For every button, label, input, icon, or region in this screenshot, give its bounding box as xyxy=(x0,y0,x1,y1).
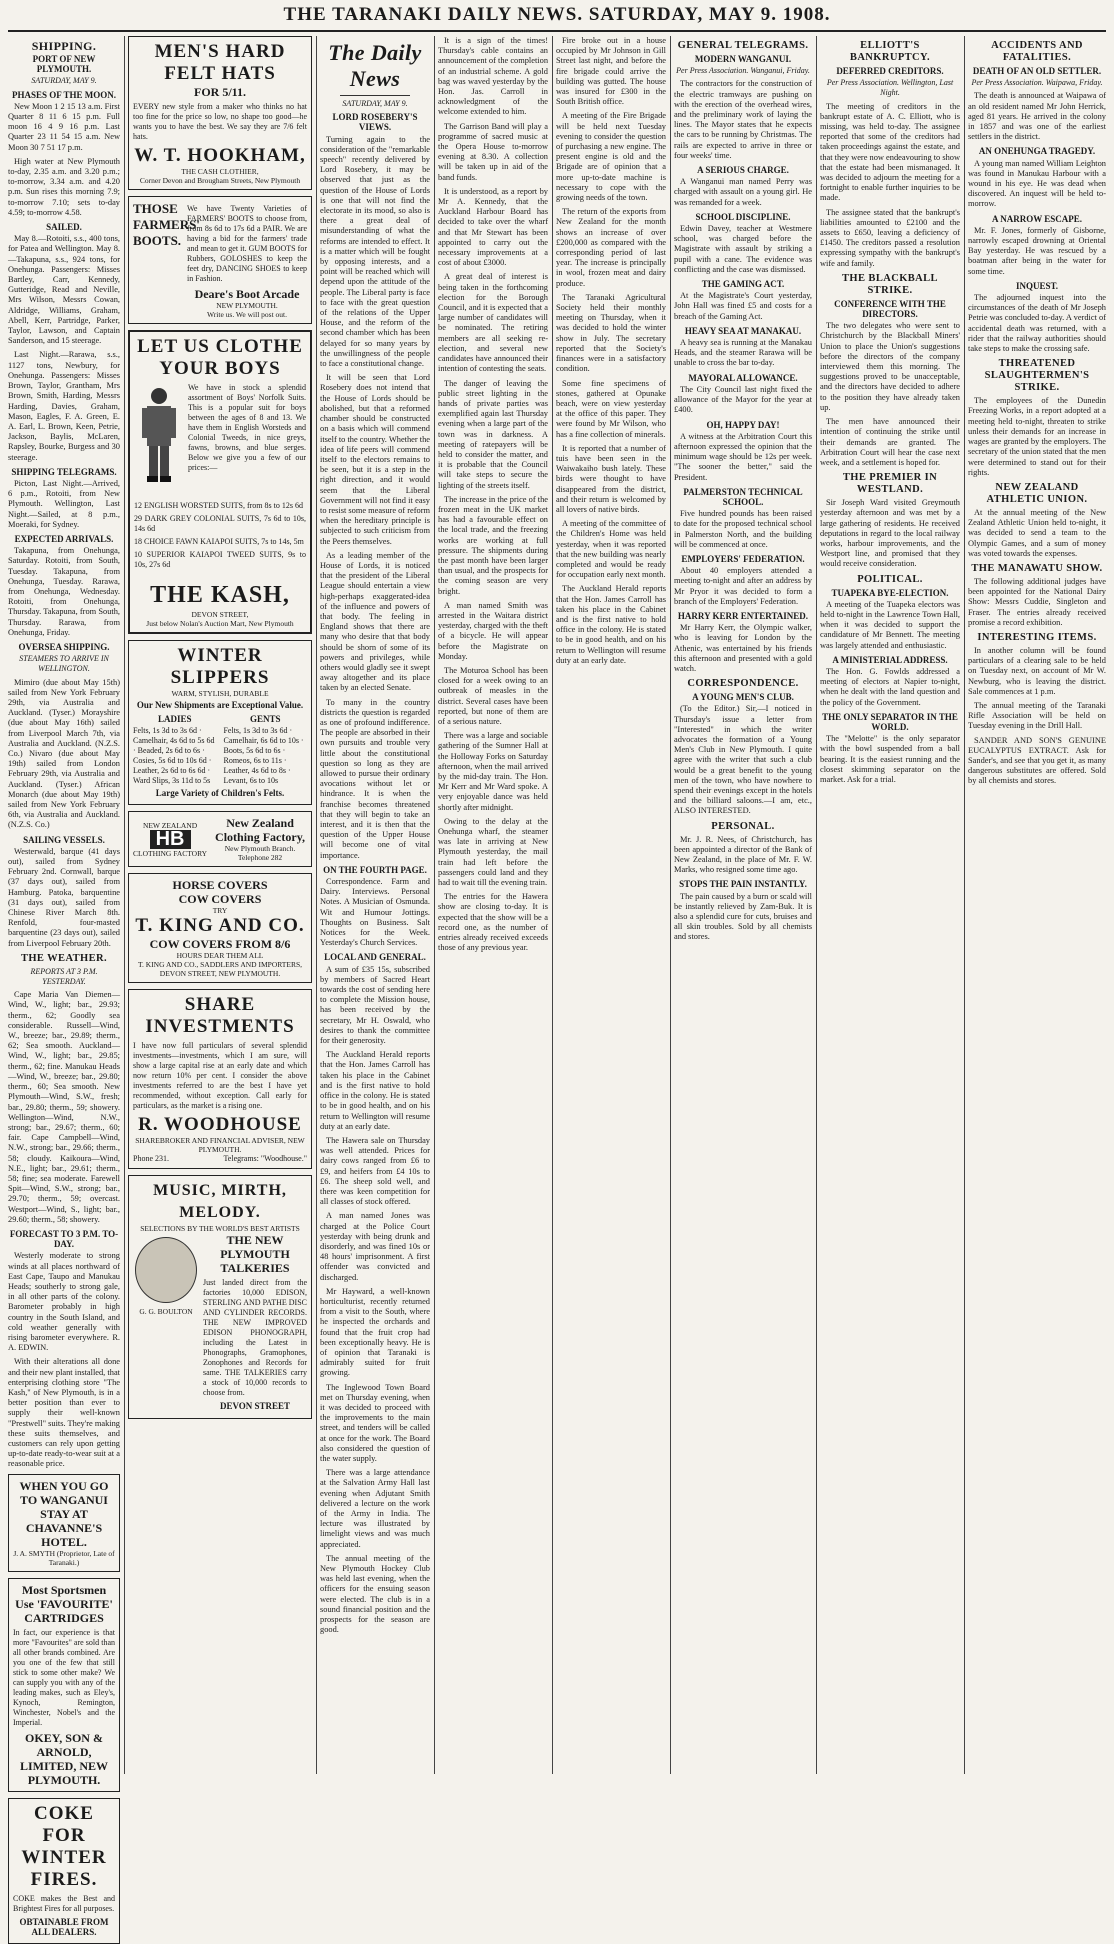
editorial-date: SATURDAY, MAY 9. xyxy=(342,99,408,108)
column-telegrams xyxy=(674,36,812,1774)
boots-ad-town: NEW PLYMOUTH. xyxy=(216,301,278,310)
stops-pain-text: The pain caused by a burn or scald will be instantly relieved by Zam-Buk. It is also a splendid cure for cuts, bruises and all skin troubles. Sold by all chemists and stores. xyxy=(674,891,812,942)
serious-charge-heading: A SERIOUS CHARGE. xyxy=(697,165,789,176)
conference-heading: CONFERENCE WITH THE DIRECTORS. xyxy=(834,298,946,320)
masthead: THE TARANAKI DAILY NEWS. SATURDAY, MAY 9. 1908. xyxy=(283,4,831,25)
school-discipline-text: Edwin Davey, teacher at Westmere school, was charged before the Magistrate with assault by striking a pupil with a cane. The evidence was conflicting and the case was dismissed. xyxy=(674,224,812,274)
wanganui-text: The contractors for the construction of the electric tramways are pushing on with the erection of the overhead wires, and the preliminary work of laying the lines. The Mayor states that he expects the cars to be running by Christmas. The rails are expected to arrive in three or four weeks' time. xyxy=(674,79,812,160)
inquest-heading: INQUEST. xyxy=(1015,280,1059,291)
hotel-ad xyxy=(8,1474,120,1572)
editorial-para-3: As a leading member of the House of Lords, it is noticed that the president of the Liberal League should entertain a view high-perhaps exaggerated-idea of the influence and powers of that body. The feeling in England shows that there are many who desire that that body should be shorn of some of its powers and privileges, while others would gladly see it swept away altogether and its place taken by an elected Senate. xyxy=(320,550,430,693)
slaughtermen-text: The employees of the Dunedin Freezing Works, in a report adopted at a meeting held to-night, threaten to strike unless their demands for an increase in wages are granted by the employers. The secretary of the union stated that the men were determined to stand out for their rights. xyxy=(968,396,1106,477)
interesting-items-heading: INTERESTING ITEMS. xyxy=(977,631,1097,643)
slippers-ad-sub: WARM, STYLISH, DURABLE xyxy=(171,689,269,698)
local-para-2: The Auckland Herald reports that the Hon. James Carroll has taken his place in the Cabinet and is the first native to hold office in the colony. He is stated to be in good health, and on his return to Wellington will resume duty at an early date. xyxy=(320,1050,430,1131)
share-ad-name: R. WOODHOUSE xyxy=(138,1114,302,1136)
employers-federation-heading: EMPLOYERS' FEDERATION. xyxy=(681,553,805,564)
news-para-7: A man named Smith was arrested in the Waitara district yesterday, charged with the theft of a bicycle. He will appear before the Magistrate on Monday. xyxy=(438,600,548,661)
bankruptcy-heading: ELLIOTT'S BANKRUPTCY. xyxy=(849,40,931,63)
cartridges-ad-title: Most Sportsmen Use 'FAVOURITE' CARTRIDGES xyxy=(15,1582,113,1625)
talkeries-ad-street: DEVON STREET xyxy=(219,1401,291,1412)
covers-ad-e: T. KING AND CO., SADDLERS AND IMPORTERS, DEVON STREET, NEW PLYMOUTH. xyxy=(137,960,302,979)
coke-ad-text: COKE makes the Best and Brightest Fires for all purposes. xyxy=(13,1893,115,1913)
kash-ad-price-3: 18 CHOICE FAWN KAIAPOI SUITS, 7s to 14s, 5m xyxy=(134,537,304,546)
technical-school-text: Five hundred pounds has been raised to date for the proposed technical school in Palmerston North, and the building will be commenced at once. xyxy=(674,509,812,549)
boots-ad-text: We have Twenty Varieties of FARMERS' BOOTS to choose from, from 8s 6d to 17s 6d a PAIR. We are having a bid for the farmers' trade and mean to get it. GUM BOOTS for Rubbers, GOLOSHES to keep the feet dry, DANCING SHOES to keep in Fashion. xyxy=(187,204,307,283)
kash-ad-text: We have in stock a splendid assortment of Boys' Norfolk Suits. This is a popular suit for boys between the ages of 8 and 13. We have them in English Worsteds and Colonial Tweeds, in nice greys, fawns, browns, and blue serges. Below we give you a few of our prices:— xyxy=(188,383,306,472)
coke-ad xyxy=(8,1798,120,1944)
athletic-union-text: At the annual meeting of the New Zealand Athletic Union held to-night, it was decided to send a team to the Olympic Games, and a sum of money was voted towards the expenses. xyxy=(968,507,1106,558)
old-settler-heading: DEATH OF AN OLD SETTLER. xyxy=(972,66,1102,76)
heading-forecast: FORECAST TO 3 P.M. TO-DAY. xyxy=(9,1228,119,1250)
hats-ad xyxy=(128,36,312,190)
hats-ad-title: MEN'S HARD FELT HATS xyxy=(154,41,286,84)
local-para-6: The Inglewood Town Board met on Thursday evening, when it was decided to proceed with the improvements to the main street, and tenders will be called at once for the work. The Board also considered the question of the water supply. xyxy=(320,1382,430,1463)
news-para-10: Owing to the delay at the Onehunga wharf, the steamer was late in arriving at New Plymouth yesterday, the mail train had left before the passengers could land and they had to wait till the evening train. xyxy=(438,816,548,888)
expected-arrivals: Takapuna, from Onehunga, Saturday. Rotoiti, from South, Tuesday. Takapuna, from Onehunga, Tuesday. Rarawa, from Onehunga, Wednesday. Rotoiti, from Onehunga, Thursday. Takapuna, from South, Thursday. Rarawa, from Onehunga, Friday. xyxy=(8,546,120,637)
gaming-act-heading: THE GAMING ACT. xyxy=(701,279,785,290)
deferred-creditors-heading: DEFERRED CREDITORS. xyxy=(836,66,944,76)
mayoral-allowance-text: The City Council last night fixed the allowance of the Mayor for the year at £400. xyxy=(674,384,812,415)
interesting-items-text-3: SANDER AND SON'S GENUINE EUCALYPTUS EXTRACT. Ask for Sander's, and see that you get it, as many dangerous substitutes are offered. Sold by all chemists and stores. xyxy=(968,735,1106,786)
slippers-ad-title: WINTER SLIPPERS xyxy=(170,645,270,688)
column-divider xyxy=(964,36,965,1774)
slippers-ad xyxy=(128,640,312,805)
kash-ad-title: LET US CLOTHE YOUR BOYS xyxy=(137,336,303,379)
blackball-para-1: The two delegates who were sent to Christchurch by the Blackball Miners' Union to place the Union's suggestions before the directors of the company interviewed them this morning. The suggestions proved to be unacceptable, and the directors have decided to adhere to the position they have already taken up. xyxy=(820,321,960,412)
tuapeka-text: A meeting of the Tuapeka electors was held to-night in the Lawrence Town Hall, when it was decided to support the candidature of Mr Bennett. The meeting was largely attended and enthusiastic. xyxy=(820,599,960,650)
slippers-ad-gents-prices: Felts, 1s 3d to 3s 6d · Camelhair, 6s 6d to 10s · Boots, 5s 6d to 6s · Romeos, 6s to 11s · Leather, 4s 6d to 8s · Levant, 6s to 10s xyxy=(223,726,304,786)
heading-sailing-vessels: SAILING VESSELS. xyxy=(23,834,105,845)
personal-heading: PERSONAL. xyxy=(711,820,775,832)
oversea-text: Mimiro (due about May 15th) sailed from New York February 29th, via Australia and Auckland. (Tyser.) Morayshire (due about May 16th) sailed from Liverpool March 7th, via Australia and Auckland. (N.Z.S. Co.) Nivaro (due about May 19th) sailed from London February 29th, via Australia and Auckland. (Tyser.) African Monarch (due about May 19th) sailed from New York February 6th, via Australia and Auckland. (N.Z.S. Co.) xyxy=(8,677,120,830)
telegrams-heading: GENERAL TELEGRAMS. xyxy=(677,40,809,51)
bankruptcy-para-1: The meeting of creditors in the bankrupt estate of A. C. Elliott, who is missing, was held to-day. The assignee reported that some of the creditors had taken proceedings against the estate, and that they were now endeavouring to show that the estate had been mismanaged. It was decided to adjourn the meeting for a fortnight to enable further inquiries to be made. xyxy=(820,101,961,203)
hotel-ad-proprietor: J. A. SMYTH (Proprietor, Late of Taranaki.) xyxy=(13,1548,115,1567)
interesting-items-text-2: The annual meeting of the Taranaki Rifle Association will be held on Tuesday evening in the Drill Hall. xyxy=(968,700,1106,731)
column-accidents xyxy=(968,36,1106,1774)
news-para-1: It is a sign of the times! Thursday's cable contains an announcement of the completion of an industrial scheme. A gold bag was waved yesterday by the Hon. Jas. Carroll in acknowledgment of the welcome extended to him. xyxy=(438,36,549,117)
slaughtermen-heading: THREATENED SLAUGHTERMEN'S STRIKE. xyxy=(984,358,1090,394)
hats-ad-text: EVERY new style from a maker who thinks no hat too fine for the price so low, no shape too good—he wants you to have the best. We say they are 7/6 felt hats. xyxy=(133,102,307,141)
covers-ad-try: TRY xyxy=(212,906,228,916)
hats-ad-price: FOR 5/11. xyxy=(193,85,246,99)
separator-text: The "Melotte" is the only separator with the bowl suspended from a ball bearing. It is the easiest running and the closest skimming separator on the market. Ask for a trial. xyxy=(820,734,960,784)
sailing-vessels: Westerwald, barque (41 days out), sailed from Sydney February 2nd. Cornwall, barque (37 days out), sailed from Hamburg. Patoka, barquentine (31 days out), sailed from Chinese River March 8th. Renfold, four-masted barquentine (23 days out), sailed from Liverpool February 20th. xyxy=(8,846,120,948)
employers-federation-text: About 40 employers attended a meeting to-night and after an address by Mr Pryor it was decided to form a branch of the Employers' Federation. xyxy=(674,566,812,606)
personal-text: Mr. J. R. Nees, of Christchurch, has been appointed a director of the Bank of New Zealand, in the place of Mr. F. W. Marks, who resigned some time ago. xyxy=(674,834,812,875)
gaming-act-text: At the Magistrate's Court yesterday, John Hall was fined £5 and costs for a breach of the Gaming Act. xyxy=(674,291,812,321)
column-divider xyxy=(124,36,125,1774)
heading-weather: THE WEATHER. xyxy=(20,952,108,964)
sailed-text: May 8.—Rotoiti, s.s., 400 tons, for Patea and Wellington. May 8.—Takapuna, s.s., 924 tons, for Onehunga. Passengers: Misses Bartley, Carr, Kennedy, Gutteridge, Read and Neville, Mrs Wilson, Messrs Cowan, Aldridge, Williams, Graham, Abell, Kerr, Partridge, Parker, Taylor, Lawson, and Captain Sanderson, and 15 steerage. xyxy=(8,234,120,346)
fourth-page-list: Correspondence. Farm and Dairy. Interviews. Personal Notes. A Musician of Osmunda. Wit and Humour Jottings. Thoughts on Business. Salt Notices for the Week. Yesterday's Church Services. xyxy=(320,877,430,948)
onehunga-tragedy-text: A young man named William Leighton was found in Manukau Harbour with a wound in his eye. He was dead when discovered. An inquest will be held to-morrow. xyxy=(968,158,1106,209)
heading-date: SATURDAY, MAY 9. xyxy=(31,76,97,86)
news-para-9: There was a large and sociable gathering of the Sumner Hall at the Holloway Forks on Saturday afternoon, when the mail arrived by the mid-day train. The Hon. Mr Kerr and Mr Ward spoke. A very enjoyable dance was held shortly after midnight. xyxy=(438,731,548,812)
narrow-escape-text: Mr. F. Jones, formerly of Gisborne, narrowly escaped drowning at Oriental Bay yesterday. He was rescued by a boatman after being in the water for some time. xyxy=(968,225,1106,276)
heading-oversea: OVERSEA SHIPPING. xyxy=(18,641,110,652)
school-discipline-heading: SCHOOL DISCIPLINE. xyxy=(695,211,791,222)
blackball-para-2: The men have announced their intention of continuing the strike until their demands are granted. The Arbitration Court will hear the case next week, and a settlement is hoped for. xyxy=(820,417,960,467)
talkeries-ad-text: Just landed direct from the factories 10,000 EDISON, STERLING AND PATHE DISC AND CYLINDER RECORDS. THE NEW IMPROVED EDISON PHONOGRAPH, including the Latest in Phonographs, Gramophones, Zonophones and Records for same. THE TALKERIES carry a stock of 10,000 records to choose from. xyxy=(203,1278,307,1398)
tides: High water at New Plymouth to-day, 2.35 a.m. and 3.20 p.m.; to-morrow, 3.34 a.m. and 4.20 p.m. Sun rises this morning 7.9; to-morrow 7.10; sets to-day 4.59; to-morrow 4.58. xyxy=(8,156,120,217)
column-local-news-2 xyxy=(556,36,666,1774)
separator-heading: THE ONLY SEPARATOR IN THE WORLD. xyxy=(822,711,958,732)
athletic-union-heading: NEW ZEALAND ATHLETIC UNION. xyxy=(986,481,1088,505)
news-para-11: The entries for the Hawera show are closing to-day. It is expected that the show will be a record one, as the number of entries already received exceeds those of any previous year. xyxy=(438,892,548,953)
news-para-14: The return of the exports from New Zealand for the month shows an increase of over £200,000 as compared with the corresponding period of last year. The increase is principally in wool, frozen meat and dairy produce. xyxy=(556,207,666,288)
heading-shipping: SHIPPING. xyxy=(31,39,97,53)
fourth-page-heading: ON THE FOURTH PAGE. xyxy=(323,864,427,875)
local-general-heading: LOCAL AND GENERAL. xyxy=(324,952,426,963)
local-para-5: Mr Hayward, a well-known horticulturist, recently returned from a visit to the South, where he inspected the orchards and found that the fruit crop had been exceptionally heavy. He is of opinion that Taranaki is admirably suited for fruit growing. xyxy=(320,1286,430,1378)
political-heading: POLITICAL. xyxy=(857,573,923,585)
boots-ad-name: Deare's Boot Arcade xyxy=(194,287,300,301)
heading-reports: REPORTS AT 3 P.M. YESTERDAY. xyxy=(30,966,98,987)
kash-ad-price-2: 29 DARK GREY COLONIAL SUITS, 7s 6d to 10s, 14s 6d xyxy=(134,514,306,533)
boy-illustration-icon xyxy=(134,384,184,494)
bankruptcy-para-2: The assignee stated that the bankrupt's liabilities amounted to £2100 and the assets to £650, leaving a deficiency of £1450. The creditors passed a resolution expressing sympathy with the bankrupt's wife and family. xyxy=(820,207,960,268)
column-divider xyxy=(316,36,317,1774)
coke-ad-title: COKE FOR WINTER FIRES. xyxy=(21,1802,107,1890)
manawatu-show-text: The following additional judges have been appointed for the National Dairy Show: Messrs Cuddie, Singleton and Fraser. The entries already received promise a record exhibition. xyxy=(968,576,1106,627)
heading-expected-arrivals: EXPECTED ARRIVALS. xyxy=(14,533,114,544)
tuapeka-heading: TUAPEKA BYE-ELECTION. xyxy=(831,587,949,598)
ministerial-address-text: The Hon. G. Fowlds addressed a meeting of electors at Napier to-night, when he dealt with the land question and the policy of the Government. xyxy=(820,666,960,707)
editorial-para-4: To many in the country districts the question is regarded as one of profound indifference. The people are absorbed in their own pursuits and trouble very little about the constitutional question so long as they are allowed to pursue their ordinary avocations without let or hindrance. It is when the franchise becomes threatened that they will begin to take an interest, and it is then that the question of the Upper House will become one of vital importance. xyxy=(320,697,430,860)
wanganui-heading: MODERN WANGANUI. xyxy=(694,54,792,64)
coke-ad-footer: OBTAINABLE FROM ALL DEALERS. xyxy=(19,1916,109,1937)
serious-charge-text: A Wanganui man named Perry was charged with assault on a young girl. He was remanded for a week. xyxy=(674,177,812,207)
talkeries-ad xyxy=(128,1175,312,1418)
premier-text: Sir Joseph Ward visited Greymouth yesterday afternoon and was met by a large gathering of residents. He received deputations in regard to the local railway works, harbour improvements, and the Westport line, and promised that they would receive consideration. xyxy=(820,498,960,569)
correspondence-heading: CORRESPONDENCE. xyxy=(687,678,799,690)
kash-ad-price-1: 12 ENGLISH WORSTED SUITS, from 8s to 12s 6d xyxy=(134,501,303,510)
edison-portrait-icon xyxy=(135,1237,197,1303)
moon-phases: New Moon 1 2 15 13 a.m. First Quarter 8 11 6 15 p.m. Full moon 16 4 9 16 p.m. Last Quarter 23 11 54 15 a.m. New Moon 30 7 51 17 p.m. xyxy=(8,101,120,152)
kash-ad-tail: Just below Nolan's Auction Mart, New Plymouth xyxy=(146,619,294,628)
local-para-8: The annual meeting of the New Plymouth Hockey Club was held last evening, when the officers for the ensuing season were elected. The club is in a sound financial position and the prospects for the season are good. xyxy=(320,1553,430,1635)
news-para-3: It is understood, as a report by Mr A. Kennedy, that the Auckland Harbour Board has decided to take over the wharf and that Mr Stewart has been appointed to carry out the necessary improvements at a cost of about £3000. xyxy=(438,186,548,268)
local-para-4: A man named Jones was charged at the Police Court yesterday with being drunk and disorderly, and was fined 10s or 48 hours' imprisonment. A first offender was convicted and discharged. xyxy=(320,1211,430,1282)
news-para-8: The Moturoa School has been closed for a week owing to an outbreak of measles in the district. Several cases have been reported, but none of them are of a serious nature. xyxy=(438,665,548,726)
editorial-para-1: Turning again to the consideration of the "remarkable speech" recently delivered by Lord Rosebery, it may be observed that just as the question of the House of Lords is one that will not find the electorate in its mood, so also is there a great deal of misunderstanding of what the reforms are intended to effect. It is a matter which will be fought by opposing interests, and a point will be reached which will depend upon the attitude of the people. The Liberal party is face to face with the great question of the relations of the Upper House, and the reform of the second chamber which has been delayed for so many years by the unwillingness of the people to face a constitutional change. xyxy=(320,134,430,369)
hats-ad-address: Corner Devon and Brougham Streets, New Plymouth xyxy=(139,176,301,185)
slippers-ad-note: Our New Shipments are Exceptional Value. xyxy=(136,700,304,710)
onehunga-tragedy-heading: AN ONEHUNGA TRAGEDY. xyxy=(978,146,1096,157)
covers-ad-name: T. KING AND CO. xyxy=(135,915,305,937)
share-ad-text: I have now full particulars of several splendid investments—investments, which I am sure, will show a large capital rise at an early date and which now return 10% per cent. I consider the above investments referred to are the best I have yet recommended, without exception. Call early for particulars, as the market is a rising one. xyxy=(133,1041,307,1111)
covers-ad-c: COW COVERS FROM 8/6 xyxy=(149,937,291,952)
factory-logo-top: NEW ZEALAND xyxy=(142,821,198,831)
cartridges-ad-firm: OKEY, SON & ARNOLD, LIMITED, NEW PLYMOUTH. xyxy=(19,1730,108,1787)
cartridges-ad xyxy=(8,1578,120,1792)
happy-day-text: A witness at the Arbitration Court this afternoon expressed the opinion that the minimum wage should be 12s per week. "The sooner the better," said the President. xyxy=(674,431,812,482)
boots-ad-tail: Write us. We will post out. xyxy=(207,310,287,319)
talkeries-ad-side: SELECTIONS BY THE WORLD'S BEST ARTISTS xyxy=(140,1224,300,1234)
news-para-18: A meeting of the committee of the Children's Home was held yesterday, when it was reported that the new building was nearly completed and would be ready for occupation early next month. xyxy=(556,519,666,580)
young-mens-club-text: (To the Editor.) Sir,—I noticed in Thursday's issue a letter from "Interested" in which the writer advocates the formation of a Young Men's Club in New Plymouth. I quite agree with the writer that such a club would be a great benefit to the young men of the town, who have nowhere to spend their evenings except in the hotels and the billiard saloons.—I am, etc., ALSO INTERESTED. xyxy=(674,704,812,816)
news-para-15: The Taranaki Agricultural Society held their monthly meeting on Thursday, when it was decided to hold the winter show in July. The secretary reported that the Society's finances were in a satisfactory condition. xyxy=(556,292,666,374)
local-para-7: There was a large attendance at the Salvation Army Hall last evening when Adjutant Smith delivered a lecture on the work of the Army in India. The lecture was illustrated by limelight views and was much appreciated. xyxy=(320,1468,430,1549)
editorial-rule xyxy=(340,95,410,96)
news-para-6: The increase in the price of the frozen meat in the UK market has had a favourable effect on the local trade, and the freezing works are working at full pressure. The shipments during the past month have been larger than usual, and the prospects for the coming season are very bright. xyxy=(438,494,548,596)
factory-logo: HB xyxy=(150,830,191,848)
heading-steamers: STEAMERS TO ARRIVE IN WELLINGTON. xyxy=(19,654,109,674)
hotel-ad-title: WHEN YOU GO TO WANGANUI STAY AT CHAVANNE'S HOTEL. xyxy=(19,1478,109,1549)
heading-sailed: SAILED. xyxy=(46,222,82,233)
weather-reports: Cape Maria Van Diemen—Wind, W., light; bar., 29.93; therm., 62; Goodly sea considerable. Russell—Wind, W., breeze; bar., 29.89; therm., 62; Sea smooth. Auckland—Wind, W., light; bar., 29.85; therm., 62; fine. Manukau Heads—Wind, W., breeze; bar., 29.80; therm., 60; Sea smooth. New Plymouth—Wind, S.W., fresh; bar., 29.80; therm., 59; showery. Wellington—Wind, N.W., strong; bar., 29.67; therm., 60; fair. Cape Campbell—Wind, N.W., strong; bar., 29.66; therm., 58; cloudy. Kaikoura—Wind, N.E., light; bar., 29.61; therm., 58; fine; sea moderate. Farewell Spit—Wind, S.W., strong; bar., 29.70; therm., 59; overcast. Westport—Wind, S., light; bar., 29.60; therm., 58; showery. xyxy=(8,990,120,1224)
slippers-ad-gents: GENTS xyxy=(249,714,281,725)
news-para-12: Fire broke out in a house occupied by Mr Johnson in Gill Street last night, and before the fire brigade could arrive the building was gutted. The house was insured for £300 in the South British office. xyxy=(556,36,666,107)
column-divider xyxy=(670,36,671,1774)
boots-ad xyxy=(128,196,312,324)
kash-ad-street: DEVON STREET, xyxy=(191,610,249,619)
slippers-ad-ladies-prices: Felts, 1s 3d to 3s 6d · Camelhair, 4s 6d to 5s 6d · Beaded, 2s 6d to 6s · Cosies, 5s 6d to 10s 6d · Leather, 2s 6d to 6s 6d · Ward Slips, 3s 11d to 5s xyxy=(133,726,215,786)
heavy-sea-heading: HEAVY SEA AT MANAKAU. xyxy=(684,325,802,336)
slippers-ad-ladies: LADIES xyxy=(158,714,192,725)
factory-ad-branch: New Plymouth Branch. xyxy=(224,844,296,854)
stops-pain-heading: STOPS THE PAIN INSTANTLY. xyxy=(679,879,807,890)
covers-ad-a: HORSE COVERS xyxy=(172,878,268,893)
covers-ad-d: HOURS DEAR THEM ALL xyxy=(176,951,264,961)
factory-ad-telephone: Telephone 282 xyxy=(237,853,283,863)
share-ad-title: SHARE INVESTMENTS xyxy=(145,994,295,1038)
column-divider xyxy=(434,36,435,1774)
interesting-items-text-1: In another column will be found particulars of a clearing sale to be held on Tuesday next, on account of Mr W. Newburg, who is leaving the district. Sale commences at 1 p.m. xyxy=(968,645,1106,696)
slippers-ad-tail: Large Variety of Children's Felts. xyxy=(155,788,285,799)
accidents-heading: ACCIDENTS AND FATALITIES. xyxy=(991,40,1083,63)
manawatu-show-heading: THE MANAWATU SHOW. xyxy=(971,562,1103,574)
column-divider xyxy=(816,36,817,1774)
factory-ad-title: New Zealand Clothing Factory, xyxy=(215,816,306,845)
old-settler-text: The death is announced at Waipawa of an old resident named Mr John Herrick, aged 81 years. He arrived in the colony in 1857 and was one of the earliest settlers in the district. xyxy=(968,91,1106,142)
harry-kerr-text: Mr Harry Kerr, the Olympic walker, who is leaving for London by the Athenic, was entertained by his friends this afternoon and presented with a gold watch. xyxy=(674,623,812,673)
forecast-text: Westerly moderate to strong winds at all places northward of East Cape, Taupo and Manukau Heads; southerly to strong gale, in all other parts of the colony. Barometer probably in high country in the South Island, and cold weather generally with rising barometer everywhere. R. A. EDWIN. xyxy=(8,1251,120,1353)
cartridges-ad-text: In fact, our experience is that more "Favourites" are sold than all other brands combined. Are you one of the few that still stick to some other make? We can supply you with any of the leading makes, such as Eley's, Kynoch, Remington, Winchester, Nobel's and the Imperial. xyxy=(13,1627,115,1727)
talkeries-ad-name: G. G. BOULTON xyxy=(139,1307,193,1317)
news-para-17: It is reported that a number of tuis have been seen in the Waiwakaiho bush lately. These birds were thought to have disappeared from the district, and their return is welcomed by all lovers of native birds. xyxy=(556,443,666,514)
hats-ad-sub: THE CASH CLOTHIER, xyxy=(181,167,259,176)
share-ad-phone: Phone 231. xyxy=(133,1154,169,1164)
inquest-text: The adjourned inquest into the circumstances of the death of Mr Joseph Petrie was concluded to-day. A verdict of accidental death was returned, with a rider that the railway authorities should take steps to make the crossing safe. xyxy=(968,293,1106,354)
press-association: Per Press Association. Wanganui, Friday. xyxy=(676,66,810,76)
hats-ad-name: W. T. HOOKHAM, xyxy=(134,145,306,166)
ministerial-address-heading: A MINISTERIAL ADDRESS. xyxy=(832,654,948,665)
editorial-para-2: It will be seen that Lord Rosebery does not intend that the House of Lords should be abolished, but that a reformed chamber should be constructed on a basis which will commend itself to the country. Whether the idea of life peers will commend itself to the electors remains to be seen, but it is a step in the right direction, and it would seem that the Liberal Government will not find it easy to resist some measure of reform when the hereditary principle is subjected to such criticism from the Peers themselves. xyxy=(320,373,431,546)
column-bankruptcy xyxy=(820,36,960,1774)
kash-paragraph: With their alterations all done and their new plant installed, that enterprising clothing store "The Kash," of New Plymouth, is in a better position than ever to supply their well-known "Prestwell" suits. They're making these suits themselves, and customers can rely upon getting up-to-date ready-to-wear suit at a reasonable price. xyxy=(8,1357,120,1469)
column-editorial xyxy=(320,36,430,1774)
covers-ad-b: COW COVERS xyxy=(178,892,262,907)
news-para-16: Some fine specimens of stones, gathered at Opunake beach, were on view yesterday at the office of this paper. They were found by Mr Wilson, who has a fine collection of minerals. xyxy=(556,378,666,439)
clothing-factory-ad xyxy=(128,811,312,867)
shipping-telegrams: Picton, Last Night.—Arrived, 6 p.m., Rotoiti, from New Plymouth. Wellington, Last Night.—Sailed, at 8 p.m., Moeraki, for Sydney. xyxy=(8,478,120,529)
heading-moon: PHASES OF THE MOON. xyxy=(11,89,116,100)
factory-logo-bottom: CLOTHING FACTORY xyxy=(133,848,208,858)
news-para-5: The danger of leaving the public street lighting in the hands of private parties was exemplified again last Thursday evening when a large part of the town was in darkness. A meeting of ratepayers will be held to consider the matter, and it is probable that the Council will take steps to secure the lighting of the streets itself. xyxy=(438,378,548,490)
heading-shipping-telegrams: SHIPPING TELEGRAMS. xyxy=(11,466,117,477)
harry-kerr-heading: HARRY KERR ENTERTAINED. xyxy=(677,610,809,621)
news-para-2: The Garrison Band will play a programme of sacred music at the Opera House to-morrow evening at 8.30. A collection will be taken up in aid of the band funds. xyxy=(438,121,548,182)
happy-day-heading: OH, HAPPY DAY! xyxy=(706,419,780,430)
editorial-masthead: The Daily News xyxy=(328,40,422,91)
talkeries-ad-heading: THE NEW PLYMOUTH TALKERIES xyxy=(220,1233,290,1276)
talkeries-ad-title: MUSIC, MIRTH, MELODY. xyxy=(153,1182,287,1222)
kash-ad xyxy=(128,330,312,634)
horse-covers-ad xyxy=(128,873,312,983)
column-divider xyxy=(552,36,553,1774)
heading-port: PORT OF NEW PLYMOUTH. xyxy=(32,54,96,75)
local-para-3: The Hawera sale on Thursday was well attended. Prices for dairy cows ranged from £6 to £9, and heifers from £4 10s to £6. The sheep sold well, and there was keen competition for all classes of stock offered. xyxy=(320,1135,430,1207)
column-local-news xyxy=(438,36,548,1774)
news-para-19: The Auckland Herald reports that the Hon. James Carroll has taken his place in the Cabinet and is the first native to hold office in the colony. He is stated to be in good health, and on his return to Wellington will resume duty at an early date. xyxy=(556,584,666,665)
editorial-heading: LORD ROSEBERY'S VIEWS. xyxy=(332,112,418,133)
local-para-1: A sum of £35 15s, subscribed by members of Sacred Heart towards the cost of sending here to complete the Mission house, has been received by the secretary, Mr H. Oswald, who desires to thank the committee for their generosity. xyxy=(320,964,430,1046)
accidents-dateline: Per Press Association. Waipawa, Friday. xyxy=(971,78,1103,88)
blackball-strike-heading: THE BLACKBALL STRIKE. xyxy=(842,272,938,296)
column-shipping xyxy=(8,36,120,1937)
mayoral-allowance-heading: MAYORAL ALLOWANCE. xyxy=(688,372,798,383)
young-mens-club-heading: A YOUNG MEN'S CLUB. xyxy=(692,692,794,703)
kash-ad-price-4: 10 SUPERIOR KAIAPOI TWEED SUITS, 9s to 10s, 27s 6d xyxy=(134,550,306,569)
news-para-13: A meeting of the Fire Brigade will be held next Tuesday evening to consider the question of purchasing a new engine. The present engine is old and the Brigade are of opinion that a more up-to-date machine is necessary to cope with the growing needs of the town. xyxy=(556,111,666,203)
share-ad-sub: SHAREBROKER AND FINANCIAL ADVISER, NEW PLYMOUTH. xyxy=(135,1136,305,1155)
bankruptcy-dateline: Per Press Association. Wellington, Last Night. xyxy=(826,78,954,98)
share-investments-ad xyxy=(128,989,312,1169)
masthead-rule xyxy=(8,30,1106,32)
column-adverts xyxy=(128,36,312,1774)
sailed-text-2: Last Night.—Rarawa, s.s., 1127 tons, Newbury, for Onehunga. Passengers: Misses Brown, Taylor, Grantham, Mrs Brown, Smith, Harding, Messrs Harding, Davies, Graham, Mason, Eagles, F. A. Green, E. A. Earl, L. Brown, Keen, Petrie, Jackson, Baylis, McLaren, Rapsley, Bourke, Burgess and 30 steerage. xyxy=(8,350,120,462)
heavy-sea-text: A heavy sea is running at the Manakau Heads, and the steamer Rarawa will be unable to cross the bar to-day. xyxy=(674,338,812,368)
share-ad-telegrams: Telegrams: "Woodhouse." xyxy=(223,1154,307,1164)
technical-school-heading: PALMERSTON TECHNICAL SCHOOL. xyxy=(683,486,803,507)
kash-ad-name: THE KASH, xyxy=(150,582,290,608)
narrow-escape-heading: A NARROW ESCAPE. xyxy=(991,213,1083,224)
boots-ad-left: THOSE FARMERS' BOOTS. xyxy=(133,201,200,248)
news-para-4: A great deal of interest is being taken in the forthcoming election for the Borough Council, and it is expected that a large number of candidates will be nominated. The retiring members are all seeking re-election, and several new candidates have announced their intention of contesting the seats. xyxy=(438,272,548,374)
premier-heading: THE PREMIER IN WESTLAND. xyxy=(842,472,938,496)
